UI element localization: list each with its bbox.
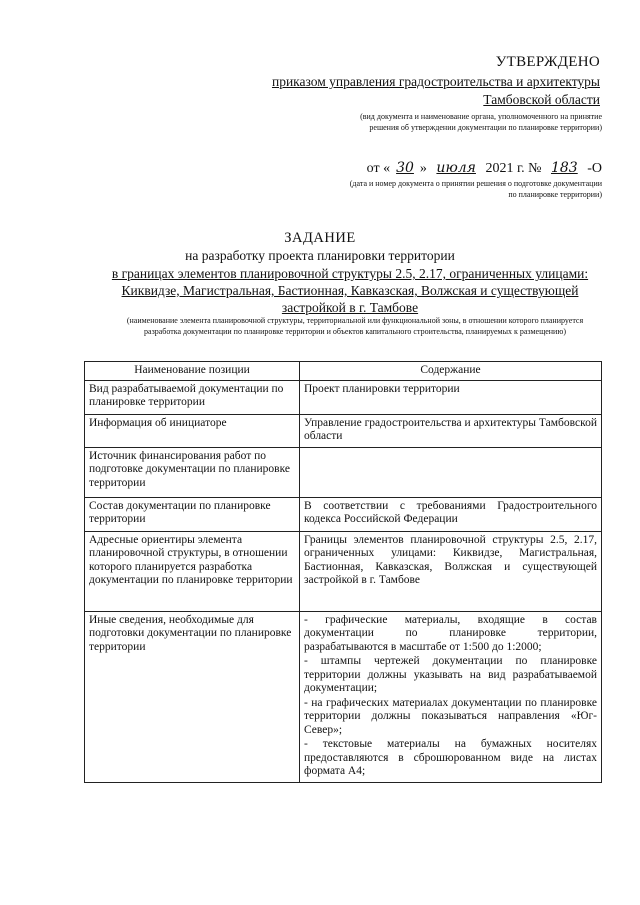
table-row — [85, 414, 602, 447]
approval-note: (вид документа и наименование органа, уполномоченного на принятие решения об утверждении документации по планировке территории) — [360, 112, 602, 132]
order-note: (дата и номер документа о принятии решения о подготовке документации по планировке территории) — [349, 179, 602, 199]
approval-title: УТВЕРЖДЕНО — [495, 54, 600, 70]
row-content-item: - графические материалы, входящие в состав документации по планировке территории, разрабатываются в масштабе от 1:500 до 1:2000; — [304, 613, 597, 653]
row-content-item: - на графических материалах документации по планировке территории должны показываться направления «Юг-Север»; — [304, 696, 597, 736]
row-content — [300, 414, 602, 447]
row-content-item: Границы элементов планировочной структуры 2.5, 2.17, ограниченных улицами: Киквидзе, Магистральная, Бастионная, Кавказская, Волжская и существующей застройкой в г. Тамбове — [304, 533, 597, 586]
task-subtitle: на разработку проекта планировки территории — [185, 248, 455, 263]
row-content-item: - текстовые материалы на бумажных носителях предоставляются в сброшюрованном виде на листах формата А4; — [304, 738, 597, 777]
order-number: 183 — [550, 160, 578, 176]
order-line — [367, 160, 602, 177]
task-note: (наименование элемента планировочной структуры, территориальной или функциональной зоны, в отношении которого планируется разработка документации по планировке территории и объектов капитального строительства, планируемых к размещению) — [126, 316, 584, 336]
table-row — [85, 447, 602, 497]
order-month: июля — [436, 160, 476, 176]
table-row — [85, 380, 602, 414]
table-header-row — [85, 362, 602, 381]
order-mid: » — [419, 161, 431, 176]
row-content — [300, 531, 602, 611]
row-content — [300, 497, 602, 531]
row-name: Иные сведения, необходимые для подготовки документации по планировке территории — [85, 611, 300, 782]
task-scope: в границах элементов планировочной структуры 2.5, 2.17, ограниченных улицами: Киквидзе, Магистральная, Бастионная, Кавказская, Волжская и существующей застройкой в г. Тамбове — [111, 266, 589, 315]
row-name: Адресные ориентиры элемента планировочной структуры, в отношении которого планируется разработка документации по планировке территории — [85, 531, 300, 611]
approval-region-line: Тамбовской области — [483, 92, 600, 107]
task-title: ЗАДАНИЕ — [284, 230, 356, 246]
order-suffix: -О — [583, 161, 602, 176]
row-content-item: В соответствии с требованиями Градостроительного кодекса Российской Федерации — [304, 499, 597, 525]
row-content — [300, 380, 602, 414]
table-row — [85, 497, 602, 531]
order-year: 2021 г. № — [481, 161, 545, 176]
approval-authority-line: приказом управления градостроительства и архитектуры — [271, 74, 600, 89]
row-name: Информация об инициаторе — [85, 414, 300, 447]
row-name: Вид разрабатываемой документации по планировке территории — [85, 380, 300, 414]
row-content-item: Управление градостроительства и архитектуры Тамбовской области — [304, 416, 597, 442]
table-row — [85, 531, 602, 611]
order-prefix: от « — [366, 161, 391, 176]
row-name: Источник финансирования работ по подготовке документации по планировке территории — [85, 447, 300, 497]
row-content — [300, 611, 602, 782]
order-day: 30 — [396, 160, 414, 176]
row-content-item: Проект планировки территории — [304, 382, 460, 395]
task-table — [84, 361, 602, 783]
table-header-name: Наименование позиции — [85, 362, 300, 381]
row-name: Состав документации по планировке территории — [85, 497, 300, 531]
row-content-item: - штампы чертежей документации по планировке территории должны указывать на вид разрабатываемой документации; — [304, 655, 597, 694]
table-row — [85, 611, 602, 782]
table-header-content: Содержание — [300, 362, 602, 381]
row-content — [300, 447, 602, 497]
